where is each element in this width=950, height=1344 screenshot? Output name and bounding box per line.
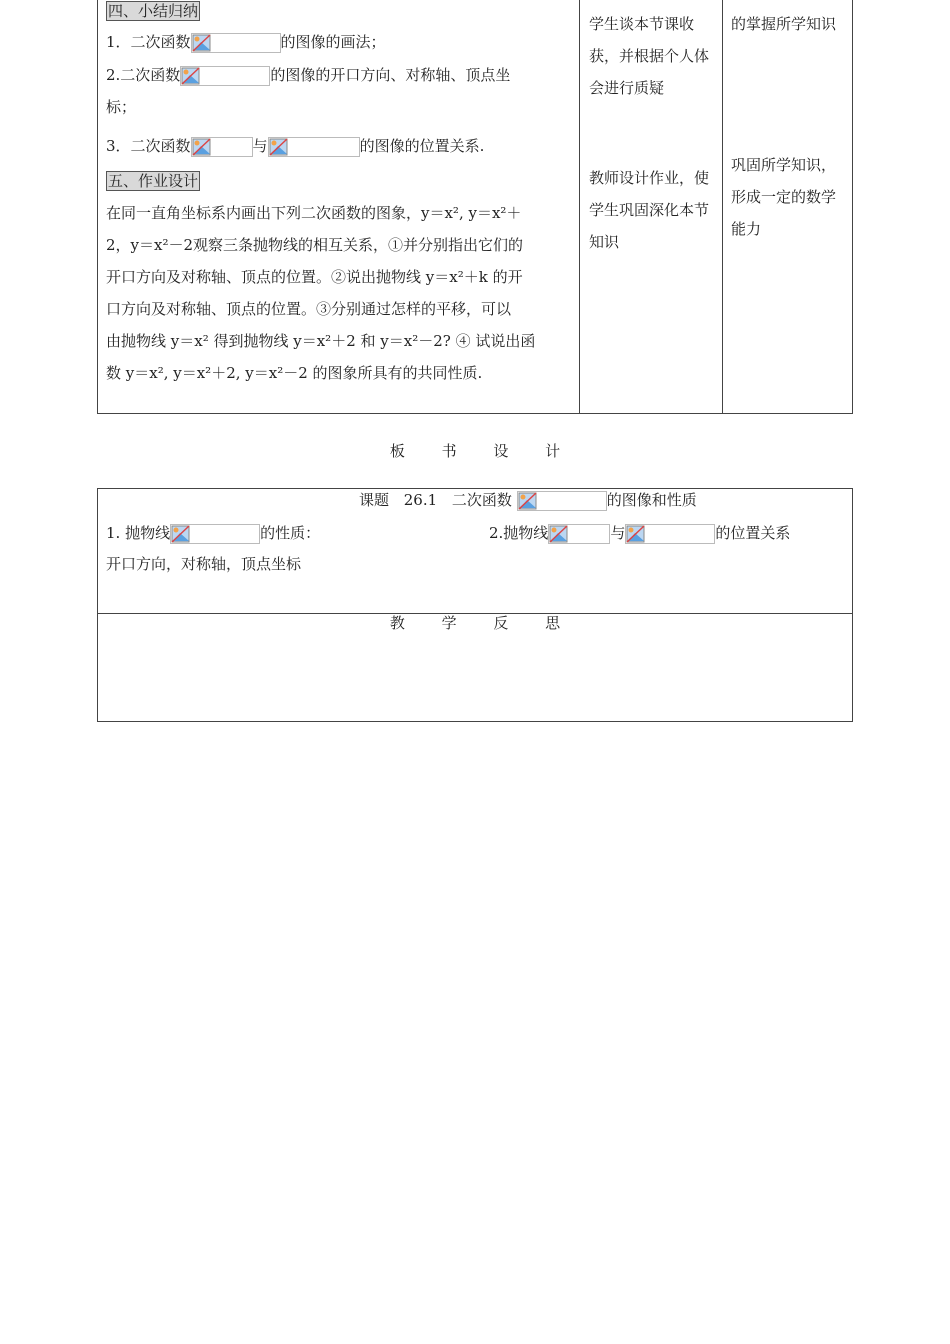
broken-image-icon [517,491,607,511]
design-intent-2: 巩固所学知识，形成一定的数学能力 [731,156,837,238]
broken-image-icon [625,524,715,544]
board-point-1: 1. 抛物线 的性质： [106,524,321,542]
board-topic: 课题 26.1 二次函数 的图像和性质 [359,491,697,509]
homework-heading: 五、作业设计 [108,172,199,190]
board-point-1-detail: 开口方向，对称轴，顶点坐标 [106,555,302,573]
board-point-2: 2.抛物线 与 的位置关系 [489,524,791,542]
homework-line: 在同一直角坐标系内画出下列二次函数的图象，y＝x², y＝x²＋ [106,204,522,222]
broken-image-icon [268,137,360,157]
broken-image-icon [180,66,270,86]
summary-heading: 四、小结归纳 [108,2,199,20]
broken-image-icon [191,33,281,53]
summary-item-2: 2.二次函数 的图像的开口方向、对称轴、顶点坐 [106,66,511,84]
design-intent-1: 的掌握所学知识 [731,15,837,33]
board-design-title: 板 书 设 计 [389,442,561,460]
homework-line: 数 y＝x², y＝x²＋2, y＝x²－2 的图象所具有的共同性质. [106,364,483,382]
homework-line: 2，y＝x²－2观察三条抛物线的相互关系，①并分别指出它们的 [106,236,524,254]
broken-image-icon [548,524,610,544]
homework-line: 口方向及对称轴、顶点的位置。③分别通过怎样的平移，可以 [106,300,512,318]
homework-line: 由抛物线 y＝x² 得到抛物线 y＝x²＋2 和 y＝x²－2? ④ 试说出函 [106,332,536,350]
broken-image-icon [170,524,260,544]
summary-item-2-cont: 标； [106,98,137,116]
broken-image-icon [191,137,253,157]
student-activity-2: 教师设计作业，使学生巩固深化本节知识 [589,169,710,251]
student-activity-1: 学生谈本节课收获，并根据个人体会进行质疑 [589,15,710,97]
summary-item-3: 3．二次函数 与 的图像的位置关系. [106,137,485,155]
summary-item-1: 1．二次函数 的图像的画法； [106,33,386,51]
homework-line: 开口方向及对称轴、顶点的位置。②说出抛物线 y＝x²＋k 的开 [106,268,523,286]
reflection-title: 教 学 反 思 [389,614,561,632]
